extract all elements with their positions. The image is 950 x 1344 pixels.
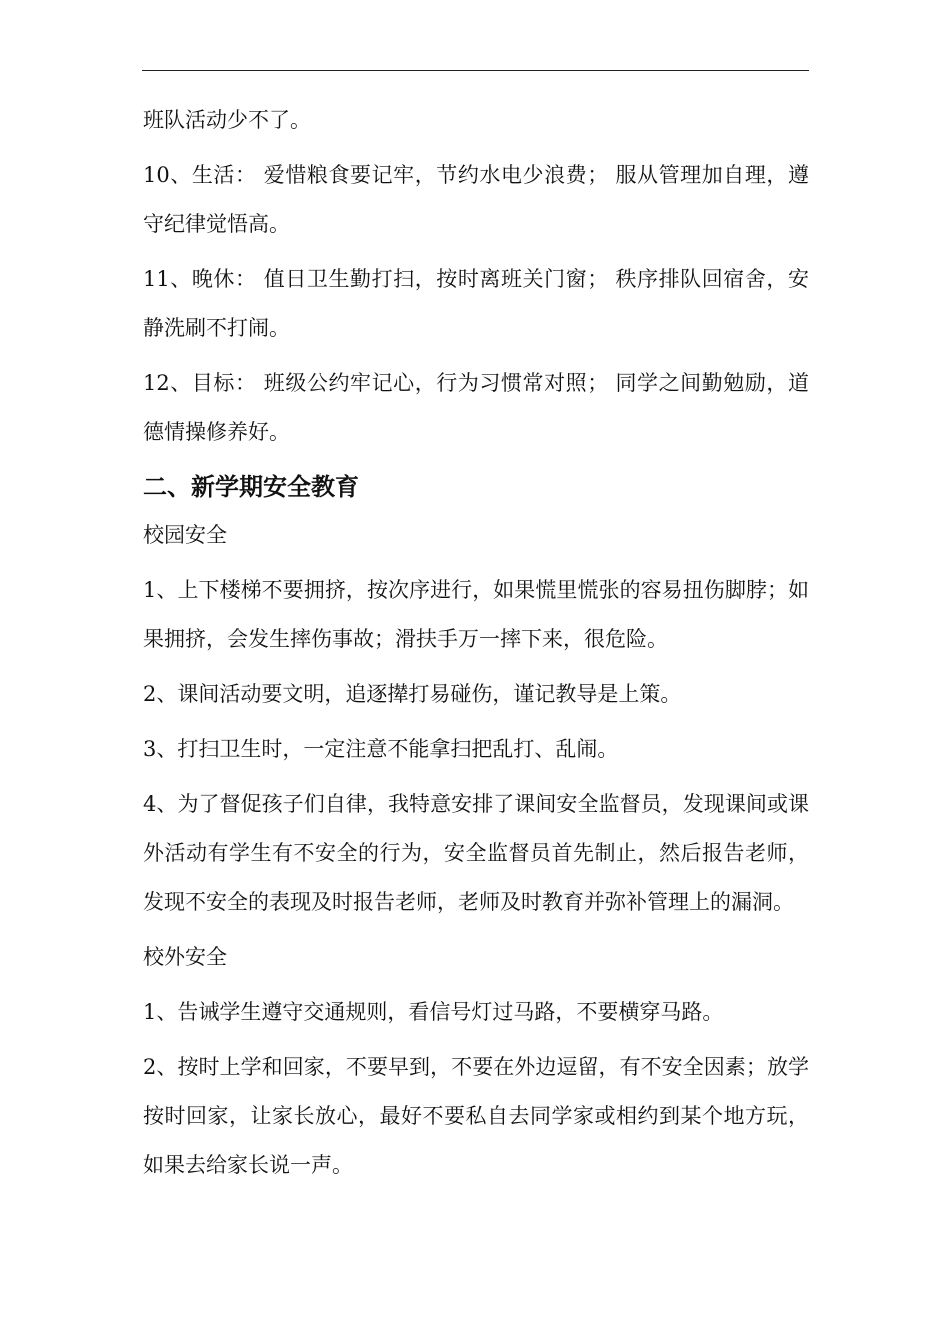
- paragraph-item-11-evening: 11、晚休： 值日卫生勤打扫，按时离班关门窗； 秩序排队回宿舍，安静洗刷不打闹。: [143, 267, 809, 340]
- paragraph-item-10-life: 10、生活： 爱惜粮食要记牢，节约水电少浪费； 服从管理加自理，遵守纪律觉悟高。: [143, 163, 809, 236]
- campus-item-3: 3、打扫卫生时，一定注意不能拿扫把乱打、乱闹。: [143, 737, 619, 761]
- offcampus-item-1: 1、告诫学生遵守交通规则，看信号灯过马路，不要横穿马路。: [143, 1000, 724, 1024]
- subheading-offcampus-safety: 校外安全: [143, 945, 227, 969]
- campus-item-4: 4、为了督促孩子们自律，我特意安排了课间安全监督员，发现课间或课外活动有学生有不安全的行为，安全监督员首先制止，然后报告老师，发现不安全的表现及时报告老师，老师及时教育并弥补管理上的漏洞。: [143, 792, 809, 914]
- campus-item-1: 1、上下楼梯不要拥挤，按次序进行，如果慌里慌张的容易扭伤脚脖；如果拥挤，会发生摔伤事故；滑扶手万一摔下来，很危险。: [143, 578, 809, 651]
- subheading-campus-safety: 校园安全: [143, 523, 227, 547]
- header-rule: [142, 70, 809, 71]
- offcampus-item-2: 2、按时上学和回家，不要早到，不要在外边逗留，有不安全因素；放学按时回家，让家长放心，最好不要私自去同学家或相约到某个地方玩，如果去给家长说一声。: [143, 1055, 809, 1177]
- paragraph-item-12-goal: 12、目标： 班级公约牢记心，行为习惯常对照； 同学之间勤勉励，道德情操修养好。: [143, 371, 809, 444]
- document-body: [143, 96, 809, 1196]
- campus-item-2: 2、课间活动要文明，追逐撵打易碰伤，谨记教导是上策。: [143, 682, 682, 706]
- section-heading-safety: 二、新学期安全教育: [143, 472, 359, 501]
- paragraph-continuation: 班队活动少不了。: [143, 108, 311, 132]
